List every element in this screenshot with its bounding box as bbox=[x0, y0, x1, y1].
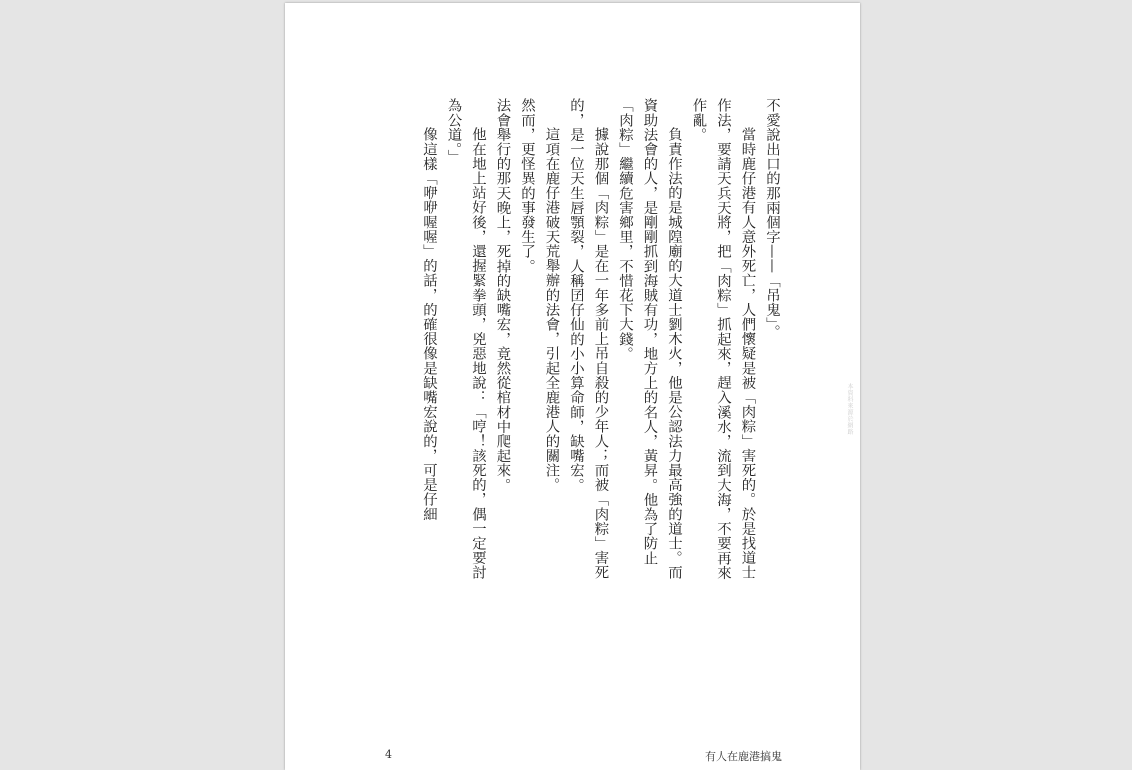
vertical-text-body bbox=[384, 98, 784, 588]
paragraph-7: 法會舉行的那天晚上，死掉的缺嘴宏，竟然從棺材中爬起來。 bbox=[494, 98, 511, 493]
paragraph-1: 不愛說出口的那兩個字——「吊鬼」。 bbox=[764, 98, 780, 339]
paragraph-4: 據說那個「肉粽」是在一年多前上吊自殺的少年人；而被「肉粽」害死的，是一位天生唇顎裂，人稱囝仔仙的小小算命師，缺嘴宏。 bbox=[568, 98, 609, 580]
page-number: 4 bbox=[385, 748, 392, 761]
paragraph-5: 這項在鹿仔港破天荒舉辦的法會，引起全鹿港人的關注。 bbox=[543, 126, 560, 492]
document-page bbox=[285, 3, 860, 770]
paragraph-8: 他在地上站好後，還握緊拳頭，兇惡地說：「哼！該死的，偶一定要討為公道。」 bbox=[445, 98, 486, 580]
paragraph-9: 像這樣「咿咿喔喔」的話，的確很像是缺嘴宏說的，可是仔細 bbox=[421, 126, 437, 521]
paragraph-3: 負責作法的是城隍廟的大道士劉木火，他是公認法力最高強的道士。而資助法會的人，是剛剛抓到海賊有功，地方上的名人，黃昇。他為了防止「肉粽」繼續危害鄉里，不惜花下大錢。 bbox=[617, 98, 682, 580]
running-title: 有人在鹿港搞鬼 bbox=[705, 750, 782, 763]
paragraph-6: 然而，更怪異的事發生了。 bbox=[519, 98, 535, 274]
watermark: 本資料來源於網路 bbox=[846, 383, 853, 435]
paragraph-2: 當時鹿仔港有人意外死亡，人們懷疑是被「肉粽」害死的。於是找道士作法，要請天兵天將，把「肉粽」抓起來，趕入溪水，流到大海，不要再來作亂。 bbox=[690, 98, 756, 580]
